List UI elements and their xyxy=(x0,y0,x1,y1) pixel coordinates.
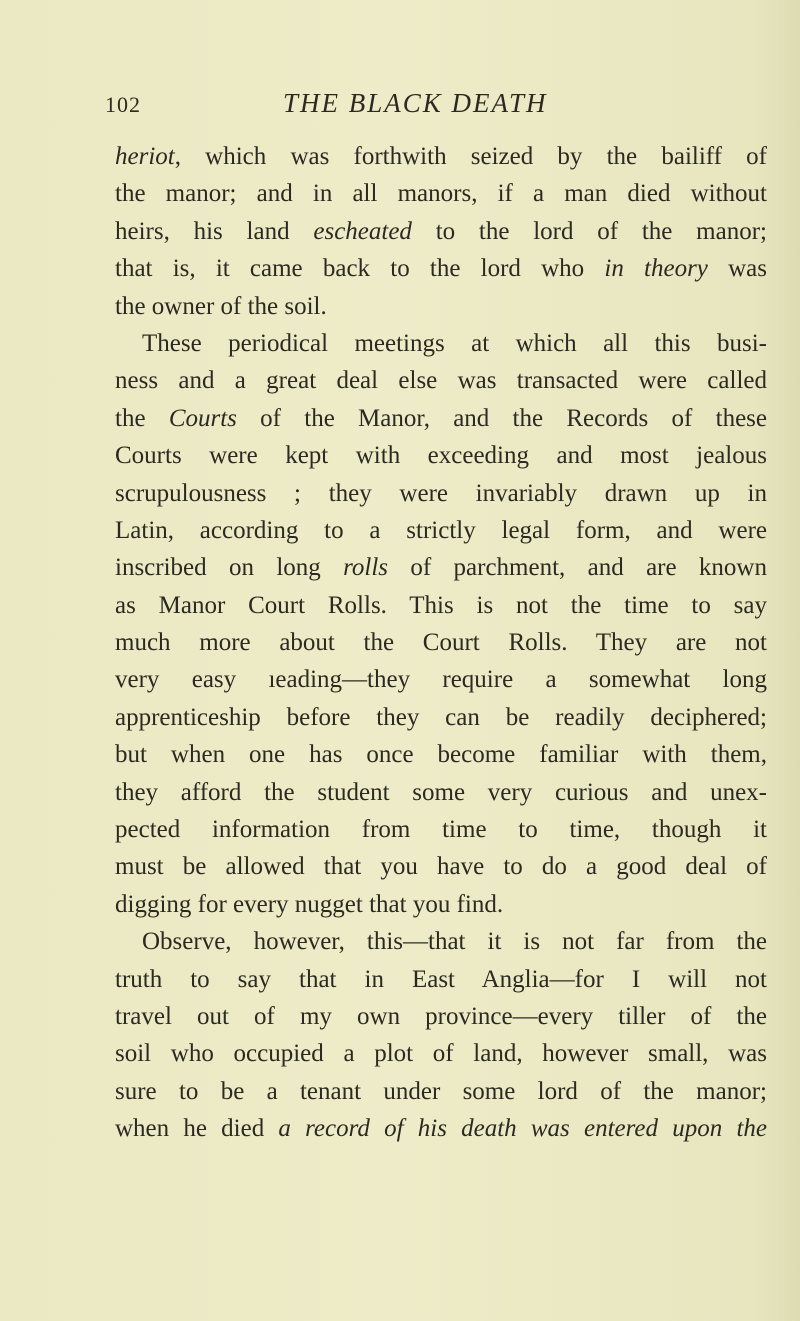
text-line xyxy=(115,138,767,175)
italic-text: Courts xyxy=(168,404,237,432)
text-segment: scrupulousness ; they were invariably drawn up in xyxy=(115,479,767,507)
text-segment: inscribed on long xyxy=(115,554,344,582)
text-line xyxy=(115,213,767,250)
text-line xyxy=(115,250,767,287)
text-line xyxy=(115,587,767,624)
running-head: THE BLACK DEATH xyxy=(283,88,548,118)
text-segment: when he died xyxy=(115,1115,279,1143)
text-line xyxy=(115,699,767,736)
text-line xyxy=(115,661,767,698)
text-segment: apprenticeship before they can be readily deciphered; xyxy=(115,703,767,731)
text-segment: , which was forthwith seized by the bailiff of xyxy=(174,143,767,170)
text-segment: soil who occupied a plot of land, however small, was xyxy=(115,1040,767,1068)
text-line xyxy=(115,736,767,773)
text-line xyxy=(115,475,767,512)
text-segment: These periodical meetings at which all this busi- xyxy=(142,329,767,357)
text-segment: the owner of the soil. xyxy=(115,292,327,320)
text-segment: digging for every nugget that you find. xyxy=(115,890,504,918)
body-text xyxy=(115,138,767,1148)
text-line xyxy=(115,175,767,212)
text-line xyxy=(115,400,767,437)
italic-text: rolls xyxy=(343,554,389,582)
text-segment: pected information from time to time, though it xyxy=(115,816,767,844)
text-line xyxy=(115,325,767,362)
text-line xyxy=(115,288,767,325)
text-line xyxy=(115,998,767,1035)
italic-text: heriot xyxy=(115,143,175,170)
text-segment: the manor; and in all manors, if a man died without xyxy=(115,180,767,208)
text-segment: that is, it came back to the lord who xyxy=(115,255,605,283)
text-line xyxy=(115,1110,767,1147)
text-segment: to the lord of the manor; xyxy=(411,217,767,245)
text-line xyxy=(115,923,767,960)
text-line xyxy=(115,1035,767,1072)
italic-text: a record of his death was entered upon the xyxy=(278,1115,767,1143)
text-segment: as Manor Court Rolls. This is not the time to say xyxy=(115,591,767,619)
italic-text: in theory xyxy=(604,255,708,283)
text-segment: very easy ıeading—they require a somewhat long xyxy=(115,666,767,694)
text-line xyxy=(115,774,767,811)
text-line xyxy=(115,848,767,885)
text-segment: of the Manor, and the Records of these xyxy=(236,404,767,432)
text-segment: Courts were kept with exceeding and most jealous xyxy=(115,442,767,470)
page-header xyxy=(0,88,800,128)
text-line xyxy=(115,549,767,586)
text-segment: Latin, according to a strictly legal form, and were xyxy=(115,516,767,544)
text-line xyxy=(115,512,767,549)
text-segment: truth to say that in East Anglia—for I will not xyxy=(115,965,767,993)
text-segment: must be allowed that you have to do a good deal of xyxy=(115,853,767,881)
text-line xyxy=(115,362,767,399)
text-segment: was xyxy=(707,255,767,283)
text-line xyxy=(115,1073,767,1110)
text-segment: the xyxy=(115,404,169,432)
text-segment: but when one has once become familiar with them, xyxy=(115,741,767,769)
page-number: 102 xyxy=(105,92,141,117)
text-segment: ness and a great deal else was transacted were called xyxy=(115,367,767,395)
text-segment: Observe, however, this—that it is not far from the xyxy=(142,928,767,956)
text-segment: travel out of my own province—every tiller of the xyxy=(115,1002,767,1030)
text-segment: sure to be a tenant under some lord of the manor; xyxy=(115,1077,767,1105)
text-line xyxy=(115,437,767,474)
text-line xyxy=(115,811,767,848)
text-line xyxy=(115,961,767,998)
italic-text: escheated xyxy=(313,217,412,245)
text-segment: they afford the student some very curious and unex- xyxy=(115,778,767,806)
text-segment: of parchment, and are known xyxy=(388,554,767,582)
text-line xyxy=(115,624,767,661)
text-segment: heirs, his land xyxy=(115,217,314,245)
text-segment: much more about the Court Rolls. They are not xyxy=(115,629,767,657)
text-line xyxy=(115,886,767,923)
